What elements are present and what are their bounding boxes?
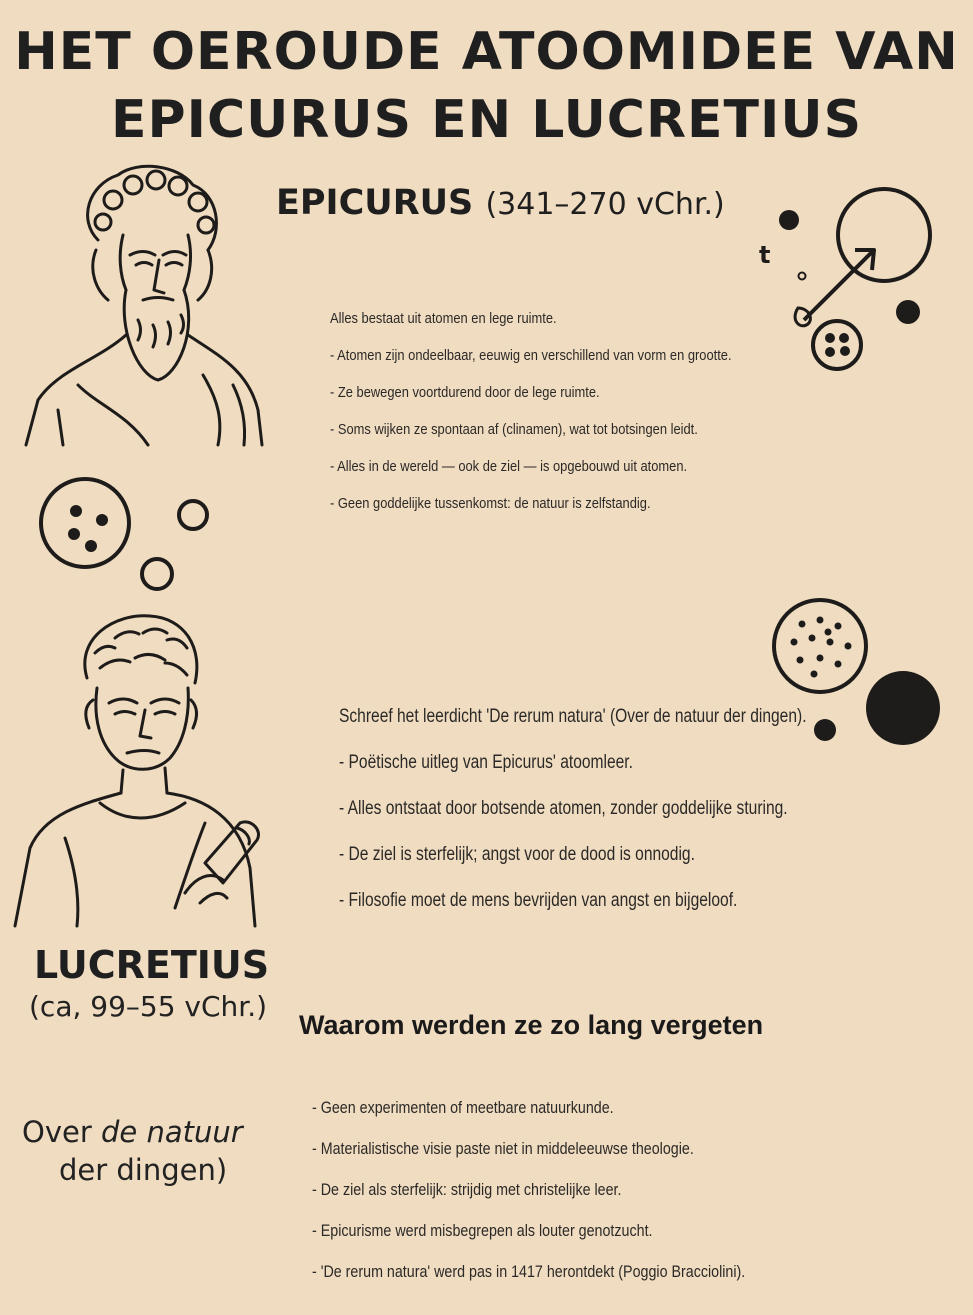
- lucretius-point: Schreef het leerdicht 'De rerum natura' (Over de natuur der dingen).: [339, 706, 807, 727]
- why-point: - 'De rerum natura' werd pas in 1417 herontdekt (Poggio Bracciolini).: [312, 1262, 746, 1281]
- epicurus-point: - Alles in de wereld — ook de ziel — is opgebouwd uit atomen.: [330, 458, 688, 475]
- lucretius-point: - Alles ontstaat door botsende atomen, zonder goddelijke sturing.: [339, 798, 788, 819]
- epicurus-dates: (341–270 vChr.): [485, 187, 725, 222]
- lucretius-portrait: [5, 608, 270, 928]
- why-point: - De ziel als sterfelijk: strijdig met christelijke leer.: [312, 1180, 622, 1199]
- caption-line-2: der dingen): [59, 1153, 228, 1187]
- lucretius-point: - Filosofie moet de mens bevrijden van angst en bijgeloof.: [339, 890, 738, 911]
- caption-part-de: de: [100, 1115, 138, 1149]
- atom-circles-left: [35, 478, 225, 598]
- lucretius-point: - Poëtische uitleg van Epicurus' atoomleer.: [339, 752, 633, 773]
- why-point: - Materialistische visie paste niet in middeleeuwse theologie.: [312, 1139, 694, 1158]
- epicurus-heading: [276, 183, 725, 223]
- lucretius-point: - De ziel is sterfelijk; angst voor de dood is onnodig.: [339, 844, 695, 865]
- lucretius-name: LUCRETIUS: [34, 943, 270, 987]
- why-forgotten-list: [312, 1098, 828, 1303]
- epicurus-points-list: [330, 310, 797, 532]
- page-title-line-1: HET OEROUDE ATOOMIDEE VAN: [14, 22, 959, 82]
- caption-part-over: Over: [22, 1115, 101, 1149]
- lucretius-dates: (ca, 99–55 vChr.): [29, 990, 268, 1023]
- epicurus-point: - Soms wijken ze spontaan af (clinamen), wat tot botsingen leidt.: [330, 421, 698, 438]
- lucretius-points-list: [339, 706, 909, 936]
- epicurus-point: - Ze bewegen voortdurend door de lege ruimte.: [330, 384, 600, 401]
- why-forgotten-heading: Waarom werden ze zo lang vergeten: [299, 1010, 764, 1040]
- page-title-line-2: EPICURUS EN LUCRETIUS: [110, 90, 863, 150]
- epicurus-name: EPICURUS: [276, 183, 474, 223]
- epicurus-point: - Atomen zijn ondeelbaar, eeuwig en verschillend van vorm en grootte.: [330, 347, 732, 364]
- epicurus-portrait: [18, 160, 268, 450]
- epicurus-point: - Geen goddelijke tussenkomst: de natuur is zelfstandig.: [330, 495, 651, 512]
- caption-line-1: [22, 1113, 243, 1151]
- diagram-letter-label: t: [759, 241, 771, 269]
- caption-part-natuur: natuur: [137, 1115, 243, 1149]
- epicurus-point: Alles bestaat uit atomen en lege ruimte.: [330, 310, 557, 327]
- why-point: - Epicurisme werd misbegrepen als louter genotzucht.: [312, 1221, 653, 1240]
- why-point: - Geen experimenten of meetbare natuurkunde.: [312, 1098, 614, 1117]
- book-title-caption: [22, 1113, 243, 1189]
